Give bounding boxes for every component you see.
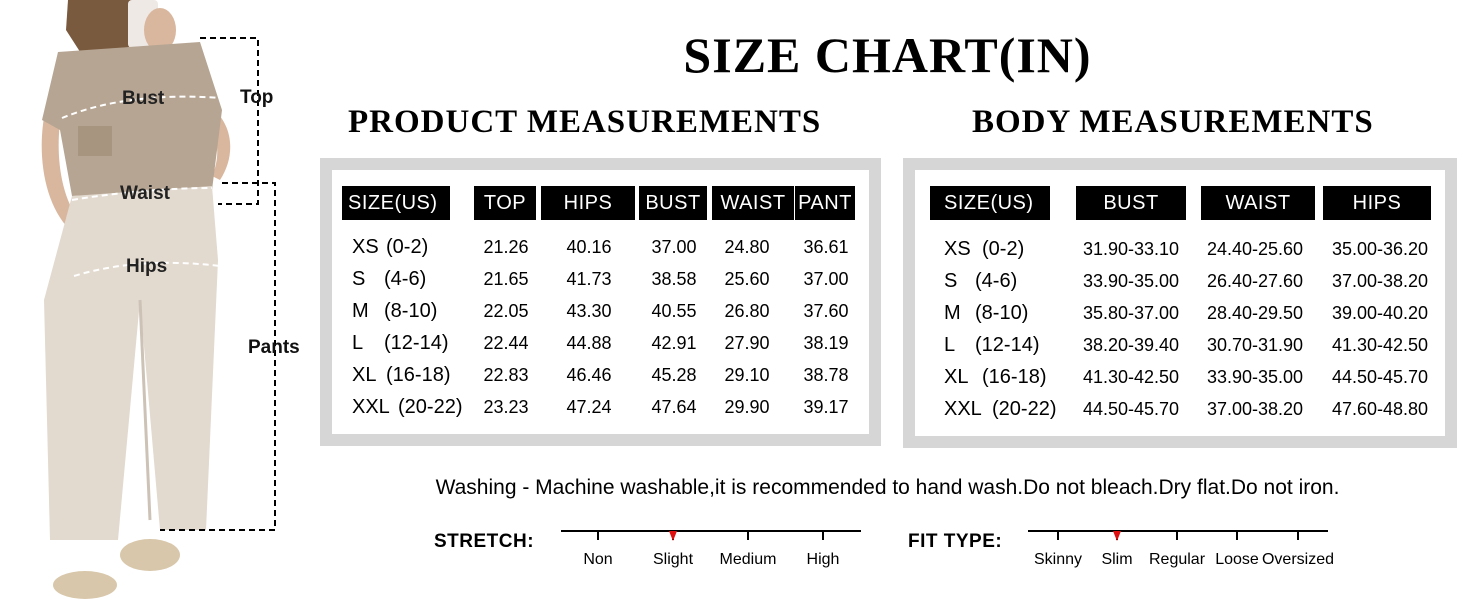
pants-label: Pants <box>248 337 300 358</box>
fit-option-skinny: Skinny <box>1033 551 1083 568</box>
product-cell: 24.80 <box>724 237 770 257</box>
stretch-option-high: High <box>806 551 840 568</box>
washing-instructions: Washing - Machine washable,it is recommended to hand wash.Do not bleach.Dry flat.Do not iron. <box>435 476 1340 499</box>
fit-tick <box>1297 530 1299 540</box>
product-header-top: TOP <box>474 186 536 220</box>
waist-label: Waist <box>120 183 170 204</box>
fit-scale-line <box>1028 530 1328 532</box>
product-size-range: (0-2) <box>386 236 429 258</box>
body-header-waist: WAIST <box>1201 186 1315 220</box>
product-cell: 21.26 <box>483 237 529 257</box>
product-size-range: (4-6) <box>384 268 427 290</box>
fit-tick <box>1176 530 1178 540</box>
body-size-xl: XL <box>944 366 969 388</box>
product-cell: 44.88 <box>566 333 612 353</box>
product-cell: 29.10 <box>724 365 770 385</box>
body-cell: 44.50-45.70 <box>1082 399 1180 419</box>
product-cell: 41.73 <box>566 269 612 289</box>
product-cell: 47.64 <box>651 397 697 417</box>
product-cell: 46.46 <box>566 365 612 385</box>
body-cell: 33.90-35.00 <box>1206 367 1304 387</box>
product-header-bust: BUST <box>639 186 707 220</box>
product-header-sizeus: SIZE(US) <box>342 186 450 220</box>
body-measurements-table <box>903 158 1457 448</box>
fit-option-regular: Regular <box>1148 551 1206 568</box>
product-cell: 37.60 <box>803 301 849 321</box>
fit-option-loose: Loose <box>1215 551 1259 568</box>
product-cell: 26.80 <box>724 301 770 321</box>
product-size-m: M <box>352 300 369 322</box>
product-cell: 38.78 <box>803 365 849 385</box>
body-size-m: M <box>944 302 961 324</box>
page-title: SIZE CHART(IN) <box>683 27 1092 83</box>
body-cell: 28.40-29.50 <box>1206 303 1304 323</box>
product-cell: 40.55 <box>651 301 697 321</box>
product-cell: 40.16 <box>566 237 612 257</box>
product-cell: 43.30 <box>566 301 612 321</box>
body-size-xxl: XXL <box>944 398 982 420</box>
stretch-label: STRETCH: <box>434 531 535 552</box>
body-measurements-title: BODY MEASUREMENTS <box>972 104 1374 140</box>
product-size-range: (16-18) <box>386 364 451 386</box>
body-cell: 38.20-39.40 <box>1082 335 1180 355</box>
product-cell: 42.91 <box>651 333 697 353</box>
body-cell: 33.90-35.00 <box>1082 271 1180 291</box>
body-size-range: (16-18) <box>982 366 1047 388</box>
body-table-body <box>915 170 1445 436</box>
product-cell: 22.83 <box>483 365 529 385</box>
fit-type-label: FIT TYPE: <box>908 531 1003 552</box>
fit-option-oversized: Oversized <box>1261 551 1335 568</box>
product-cell: 25.60 <box>724 269 770 289</box>
product-size-s: S <box>352 268 366 290</box>
product-cell: 38.19 <box>803 333 849 353</box>
product-cell: 36.61 <box>803 237 849 257</box>
body-cell: 37.00-38.20 <box>1331 271 1429 291</box>
product-cell: 37.00 <box>651 237 697 257</box>
body-header-hips: HIPS <box>1323 186 1431 220</box>
product-cell: 22.05 <box>483 301 529 321</box>
product-cell: 21.65 <box>483 269 529 289</box>
product-cell: 23.23 <box>483 397 529 417</box>
body-cell: 24.40-25.60 <box>1206 239 1304 259</box>
product-header-pant: PANT <box>795 186 855 220</box>
body-cell: 41.30-42.50 <box>1082 367 1180 387</box>
bust-label: Bust <box>122 88 165 109</box>
product-cell: 38.58 <box>651 269 697 289</box>
product-size-xs: XS <box>352 236 379 258</box>
body-cell: 41.30-42.50 <box>1331 335 1429 355</box>
body-cell: 39.00-40.20 <box>1331 303 1429 323</box>
top-label: Top <box>240 87 274 108</box>
product-header-waist: WAIST <box>712 186 794 220</box>
product-size-range: (8-10) <box>384 300 438 322</box>
stretch-tick <box>747 530 749 540</box>
product-header-hips: HIPS <box>541 186 635 220</box>
body-cell: 35.80-37.00 <box>1082 303 1180 323</box>
stretch-option-slight: Slight <box>652 551 694 568</box>
stretch-option-medium: Medium <box>719 551 777 568</box>
body-size-range: (20-22) <box>992 398 1057 420</box>
body-size-xs: XS <box>944 238 971 260</box>
product-size-xxl: XXL <box>352 396 390 418</box>
stretch-selected-marker-icon <box>669 531 677 541</box>
fit-tick <box>1057 530 1059 540</box>
stretch-tick <box>822 530 824 540</box>
body-cell: 35.00-36.20 <box>1331 239 1429 259</box>
product-cell: 22.44 <box>483 333 529 353</box>
body-size-range: (0-2) <box>982 238 1025 260</box>
model-figure <box>0 0 320 600</box>
product-size-l: L <box>352 332 364 354</box>
product-cell: 45.28 <box>651 365 697 385</box>
body-size-range: (12-14) <box>975 334 1040 356</box>
product-measurements-title: PRODUCT MEASUREMENTS <box>348 104 822 140</box>
hips-label: Hips <box>126 256 168 277</box>
product-size-xl: XL <box>352 364 377 386</box>
body-size-range: (8-10) <box>975 302 1029 324</box>
body-cell: 44.50-45.70 <box>1331 367 1429 387</box>
body-size-s: S <box>944 270 958 292</box>
product-cell: 47.24 <box>566 397 612 417</box>
product-size-range: (20-22) <box>398 396 463 418</box>
body-size-range: (4-6) <box>975 270 1018 292</box>
fit-selected-marker-icon <box>1113 531 1121 541</box>
body-cell: 31.90-33.10 <box>1082 239 1180 259</box>
product-cell: 29.90 <box>724 397 770 417</box>
fit-tick <box>1236 530 1238 540</box>
product-measurements-table <box>320 158 881 446</box>
body-cell: 37.00-38.20 <box>1206 399 1304 419</box>
stretch-option-non: Non <box>583 551 613 568</box>
stretch-tick <box>597 530 599 540</box>
body-cell: 26.40-27.60 <box>1206 271 1304 291</box>
product-cell: 39.17 <box>803 397 849 417</box>
product-size-range: (12-14) <box>384 332 449 354</box>
body-header-sizeus: SIZE(US) <box>930 186 1050 220</box>
stretch-scale-line <box>561 530 861 532</box>
product-cell: 37.00 <box>803 269 849 289</box>
product-cell: 27.90 <box>724 333 770 353</box>
body-size-l: L <box>944 334 956 356</box>
fit-option-slim: Slim <box>1101 551 1133 568</box>
body-cell: 30.70-31.90 <box>1206 335 1304 355</box>
body-cell: 47.60-48.80 <box>1331 399 1429 419</box>
product-table-body <box>332 170 869 434</box>
body-header-bust: BUST <box>1076 186 1186 220</box>
